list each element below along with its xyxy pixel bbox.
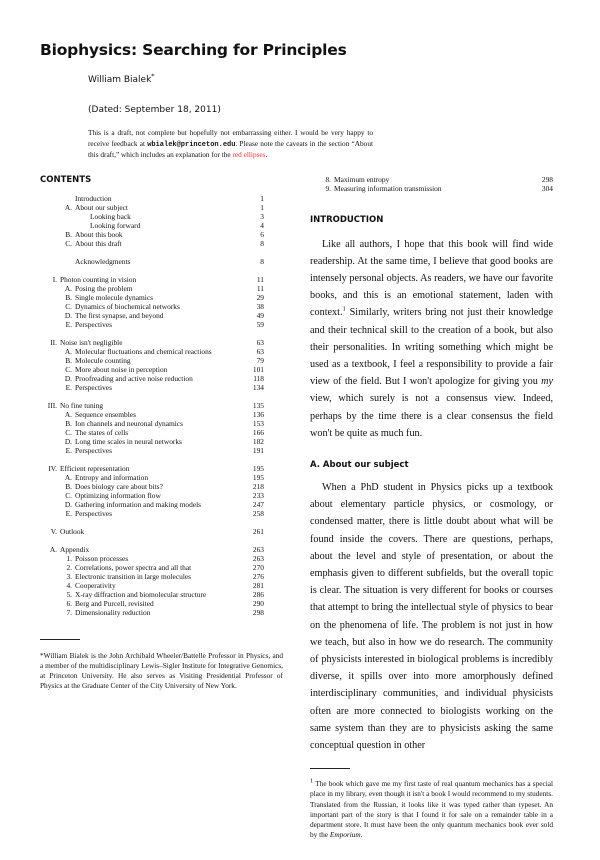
toc-number: D. — [64, 436, 72, 446]
left-column — [40, 175, 283, 692]
toc-entry[interactable] — [46, 599, 264, 608]
toc-label: Gathering information and making models — [75, 499, 202, 509]
emphasis: my — [541, 376, 553, 388]
toc-label: X-ray diffraction and biomolecular structure — [75, 589, 207, 599]
toc-label: About this draft — [75, 238, 122, 248]
toc-page: 276 — [252, 571, 264, 581]
toc-page: 263 — [252, 553, 264, 563]
toc-label: Proofreading and active noise reduction — [75, 373, 193, 383]
toc-entry[interactable] — [46, 428, 264, 437]
toc-label: Molecule counting — [75, 355, 131, 365]
toc-label: Posing the problem — [75, 283, 133, 293]
email-link[interactable]: wbialek@princeton.edu — [147, 140, 236, 149]
toc-page: 166 — [252, 427, 264, 437]
toc-label: Noise isn't negligible — [60, 337, 123, 347]
toc-entry[interactable] — [46, 383, 264, 392]
toc-page: 263 — [252, 544, 264, 554]
author-footnote: *William Bialek is the John Archibald Wheeler/Battelle Professor in Physics, and a member of the multidisciplinary Lewis–Sigler Institute for Integrative Genomics, at Princeton University. He also serves as Visiting Presidential Professor of Physics at the Graduate Center of the City University of New York. — [40, 650, 283, 691]
toc-number: 3. — [66, 571, 72, 581]
author — [88, 74, 553, 86]
toc-page: 195 — [252, 472, 264, 482]
toc-page: 11 — [256, 274, 264, 284]
toc-label: Looking forward — [90, 220, 141, 230]
toc-label: Berg and Purcell, revisited — [75, 598, 154, 608]
paragraph-text: Like all authors, I hope that this book will find wide readership. At the same time, I believe that good books are intensely personal objects. As readers, we have our favorite books, and this is an emotional statement, laden with context. — [310, 238, 553, 319]
toc-entry[interactable] — [46, 284, 264, 293]
toc-page: 218 — [252, 481, 264, 491]
toc-entry[interactable] — [46, 203, 264, 212]
toc-label: Measuring information transmission — [334, 183, 442, 193]
author-name: William Bialek — [88, 75, 152, 85]
toc-number: II. — [50, 337, 57, 347]
toc-label: Maximum entropy — [334, 174, 390, 184]
toc-entry[interactable] — [46, 446, 264, 455]
red-ellipses-text: red ellipses — [232, 150, 266, 159]
toc-label: About our subject — [75, 202, 128, 212]
toc-entry[interactable] — [305, 184, 553, 193]
toc-entry[interactable] — [46, 482, 264, 491]
toc-entry[interactable] — [46, 464, 264, 473]
section-a-paragraph: When a PhD student in Physics picks up a textbook about elementary particle physics, or cosmology, or condensed matter, there is little doubt about what will be found inside the covers. There are questions, perhaps, about the level and style of presentation, or about the emphasis given to different subfields, but the overall topic is clear. The situation is very different for books or courses that attempt to bring the intellectual style of physics to bear on the phenomena of life. The problem is not just in how we teach, but also in how we do research. The community of physicists interested in biological problems is incredibly diverse, it spills over into more amorphously defined interdisciplinary communities, and individual physicists often are more connected to biologists working on the same system than they are to physicists asking the same conceptual question in other — [310, 481, 553, 751]
toc-number: 6. — [66, 598, 72, 608]
toc-entry[interactable] — [46, 590, 264, 599]
introduction-heading: INTRODUCTION — [310, 214, 384, 225]
toc-page: 101 — [252, 364, 264, 374]
toc-entry[interactable] — [46, 410, 264, 419]
abstract — [88, 128, 373, 161]
footnote-1 — [310, 779, 553, 840]
toc-entry[interactable] — [46, 374, 264, 383]
toc-entry[interactable] — [46, 554, 264, 563]
toc-page: 136 — [252, 409, 264, 419]
toc-entry[interactable] — [46, 239, 264, 248]
toc-entry[interactable] — [46, 473, 264, 482]
toc-number: IV. — [48, 463, 57, 473]
toc-page: 59 — [256, 319, 264, 329]
right-column — [310, 175, 553, 841]
toc-entry[interactable] — [46, 347, 264, 356]
toc-label: Outlook — [60, 526, 85, 536]
toc-number: B. — [65, 229, 72, 239]
toc-entry[interactable] — [46, 365, 264, 374]
two-column-body — [40, 175, 553, 841]
toc-number: 4. — [66, 580, 72, 590]
toc-entry[interactable] — [46, 419, 264, 428]
toc-entry[interactable] — [46, 563, 264, 572]
emphasis: Emporium — [329, 830, 361, 840]
toc-label: Looking back — [90, 211, 131, 221]
intro-paragraph — [310, 236, 553, 442]
toc-number: E. — [65, 319, 72, 329]
toc-entry[interactable] — [46, 356, 264, 365]
toc-label: Does biology care about bits? — [75, 481, 163, 491]
toc-page: 118 — [253, 373, 264, 383]
toc-entry[interactable] — [46, 581, 264, 590]
toc-gap — [46, 248, 264, 257]
footnote-text: . — [360, 830, 363, 840]
toc-number: C. — [65, 427, 72, 437]
toc-page: 191 — [252, 445, 264, 455]
toc-label: About this book — [75, 229, 123, 239]
toc-number: D. — [64, 499, 72, 509]
toc-number — [46, 194, 75, 203]
toc-page: 3 — [260, 211, 264, 221]
toc-page: 29 — [256, 292, 264, 302]
toc-number: 9. — [325, 183, 331, 193]
toc-number: 2. — [66, 562, 72, 572]
toc-label: Long time scales in neural networks — [75, 436, 182, 446]
toc-page: 298 — [541, 174, 553, 184]
toc-label: Electronic transition in large molecules — [75, 571, 192, 581]
toc-label: Cooperativity — [75, 580, 116, 590]
toc-page: 8 — [260, 238, 264, 248]
toc-entry[interactable] — [46, 302, 264, 311]
toc-entry[interactable] — [46, 257, 264, 266]
toc-number: 8. — [325, 174, 331, 184]
abstract-text: . — [265, 150, 268, 159]
toc-label: Perspectives — [75, 319, 112, 329]
footnote-rule — [310, 768, 350, 769]
toc-gap — [46, 392, 264, 401]
toc-page: 79 — [256, 355, 264, 365]
toc-number: D. — [64, 310, 72, 320]
table-of-contents — [46, 194, 264, 617]
toc-label: Molecular fluctuations and chemical reactions — [75, 346, 212, 356]
toc-number: 5. — [66, 589, 72, 599]
toc-number: E. — [65, 382, 72, 392]
toc-page: 261 — [252, 526, 264, 536]
toc-entry[interactable] — [46, 194, 264, 203]
toc-number: A. — [64, 202, 72, 212]
toc-number: E. — [65, 508, 72, 518]
toc-number: 1. — [66, 553, 72, 563]
toc-entry[interactable] — [46, 491, 264, 500]
toc-number: A. — [64, 409, 72, 419]
toc-number: 7. — [66, 607, 72, 617]
toc-entry[interactable] — [46, 338, 264, 347]
toc-page: 134 — [252, 382, 264, 392]
toc-page: 233 — [252, 490, 264, 500]
toc-page: 182 — [252, 436, 264, 446]
toc-gap — [46, 455, 264, 464]
toc-entry[interactable] — [46, 500, 264, 509]
toc-label: Appendix — [60, 544, 90, 554]
contents-heading: CONTENTS — [40, 174, 92, 185]
toc-page: 8 — [260, 256, 264, 266]
toc-number: C. — [65, 490, 72, 500]
toc-number: C. — [65, 301, 72, 311]
toc-page: 63 — [256, 346, 264, 356]
toc-page: 11 — [256, 283, 264, 293]
toc-page: 286 — [252, 589, 264, 599]
toc-number: III. — [47, 400, 57, 410]
author-footnote-mark: * — [151, 72, 155, 80]
introduction-body — [310, 236, 553, 442]
footnote-mark: 1 — [310, 777, 314, 785]
toc-entry[interactable] — [46, 275, 264, 284]
toc-number: D. — [64, 373, 72, 383]
abstract-text: This is a draft, not complete but hopefully not embarrassing either. I would be very happy to receive feedback at — [88, 128, 373, 148]
toc-number — [46, 257, 75, 266]
toc-number: A. — [64, 346, 72, 356]
toc-page: 281 — [252, 580, 264, 590]
toc-gap — [46, 329, 264, 338]
section-a-heading: A. About our subject — [310, 459, 409, 470]
date-line: (Dated: September 18, 2011) — [88, 105, 221, 115]
toc-number: I. — [52, 274, 57, 284]
toc-label: Poisson processes — [75, 553, 129, 563]
toc-label: Correlations, power spectra and all that — [75, 562, 192, 572]
toc-label: Dynamics of biochemical networks — [75, 301, 180, 311]
toc-page: 63 — [256, 337, 264, 347]
paper-title: Biophysics: Searching for Principles — [40, 41, 347, 59]
toc-entry[interactable] — [46, 545, 264, 554]
toc-label: Entropy and information — [75, 472, 149, 482]
toc-label: Introduction — [75, 193, 112, 203]
toc-page: 49 — [256, 310, 264, 320]
footnote-ref[interactable]: 1 — [342, 305, 346, 313]
toc-entry[interactable] — [46, 221, 264, 230]
toc-page: 304 — [541, 183, 553, 193]
toc-entry[interactable] — [305, 175, 553, 184]
toc-number — [46, 212, 75, 221]
toc-label: The states of cells — [75, 427, 129, 437]
paragraph-text: Similarly, writers bring not just their knowledge and their technical skill to the creation of a book, but also their personalities. In writing something which might be used as a textbook, I feel a responsibility to provide a fair view of the field. But I won't apologize for giving you — [310, 307, 553, 388]
toc-page: 270 — [252, 562, 264, 572]
toc-label: Photon counting in vision — [60, 274, 137, 284]
toc-page: 4 — [260, 220, 264, 230]
toc-entry[interactable] — [46, 212, 264, 221]
toc-number: B. — [65, 481, 72, 491]
toc-entry[interactable] — [46, 230, 264, 239]
toc-label: Perspectives — [75, 508, 112, 518]
toc-entry[interactable] — [46, 437, 264, 446]
footnote-rule — [40, 639, 80, 640]
toc-entry[interactable] — [46, 401, 264, 410]
toc-label: Perspectives — [75, 445, 112, 455]
toc-entry[interactable] — [46, 320, 264, 329]
toc-number — [46, 221, 75, 230]
toc-label: No fine tuning — [60, 400, 104, 410]
toc-number: C. — [65, 238, 72, 248]
toc-page: 153 — [252, 418, 264, 428]
toc-number: B. — [65, 292, 72, 302]
footnote-text: The book which gave me my first taste of real quantum mechanics has a special place in my library, even though it isn't a book I would recommend to my students. Translated from the Russian, it looks like it was typed rather than typeset. An important part of the story is that I found it for sale on a remainder table in a department store. It must have been the only quantum mechanics book ever sold by the — [310, 779, 553, 840]
toc-entry[interactable] — [46, 572, 264, 581]
toc-gap — [46, 536, 264, 545]
paragraph-text: view, which surely is not a consensus view. Indeed, perhaps by the time there is a clear consensus the field won't be quite as much fun. — [310, 393, 553, 439]
toc-label: Ion channels and neuronal dynamics — [75, 418, 183, 428]
toc-page: 135 — [252, 400, 264, 410]
toc-label: The first synapse, and beyond — [75, 310, 164, 320]
toc-number: B. — [65, 355, 72, 365]
toc-label: Acknowledgments — [75, 256, 131, 266]
toc-entry[interactable] — [46, 608, 264, 617]
toc-label: Perspectives — [75, 382, 112, 392]
toc-number: C. — [65, 364, 72, 374]
toc-label: Single molecule dynamics — [75, 292, 153, 302]
toc-number: A. — [49, 544, 57, 554]
toc-page: 1 — [260, 202, 264, 212]
toc-number: A. — [64, 472, 72, 482]
toc-gap — [46, 266, 264, 275]
toc-label: More about noise in perception — [75, 364, 168, 374]
toc-page: 6 — [260, 229, 264, 239]
toc-number: V. — [50, 526, 57, 536]
toc-page: 1 — [260, 193, 264, 203]
toc-entry[interactable] — [46, 527, 264, 536]
section-a-body — [310, 479, 553, 754]
toc-label: Sequence ensembles — [75, 409, 136, 419]
table-of-contents-continued — [305, 175, 553, 193]
toc-page: 298 — [252, 607, 264, 617]
abstract-text: . Please note the caveats in the section “About this draft,” which includes an explanation for the — [88, 138, 373, 159]
toc-number: A. — [64, 283, 72, 293]
toc-label: Optimizing information flow — [75, 490, 161, 500]
toc-page: 38 — [256, 301, 264, 311]
toc-page: 247 — [252, 499, 264, 509]
toc-entry[interactable] — [46, 509, 264, 518]
toc-entry[interactable] — [46, 293, 264, 302]
toc-gap — [46, 518, 264, 527]
toc-page: 258 — [252, 508, 264, 518]
toc-number: B. — [65, 418, 72, 428]
toc-page: 195 — [252, 463, 264, 473]
toc-label: Efficient representation — [60, 463, 130, 473]
toc-page: 290 — [252, 598, 264, 608]
toc-entry[interactable] — [46, 311, 264, 320]
toc-label: Dimensionality reduction — [75, 607, 151, 617]
toc-number: E. — [65, 445, 72, 455]
